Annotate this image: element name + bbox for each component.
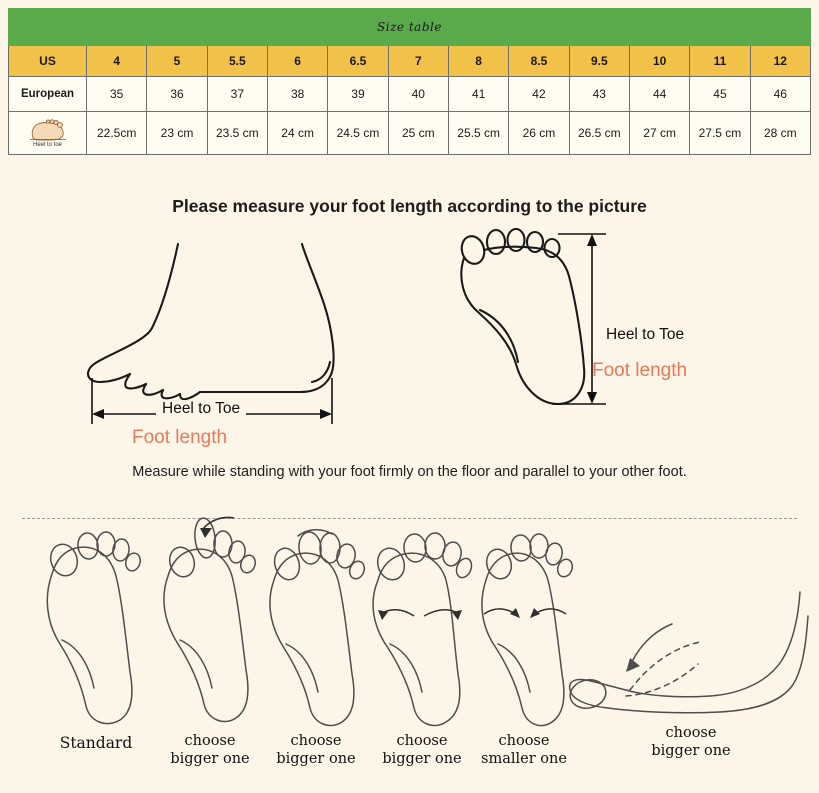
row-label-us: US — [9, 46, 87, 77]
table-cell: 44 — [629, 77, 689, 112]
foot-shape-high-instep — [560, 586, 810, 736]
table-cell: 23 cm — [147, 112, 207, 155]
foot-shape-caption-5: choose smaller one — [481, 733, 567, 768]
table-cell: 23.5 cm — [207, 112, 267, 155]
table-cell: 26 cm — [509, 112, 569, 155]
foot-shape-caption-3: choose bigger one — [276, 733, 356, 768]
alignment-guide-line — [22, 518, 797, 519]
table-cell: 42 — [509, 77, 569, 112]
table-cell: 46 — [750, 77, 810, 112]
foot-shape-caption-6: choose bigger one — [651, 725, 731, 760]
table-row-length — [9, 112, 811, 155]
top-view-diagram — [440, 228, 760, 438]
table-cell: 27.5 cm — [690, 112, 750, 155]
table-cell: 22.5cm — [87, 112, 147, 155]
table-cell: 28 cm — [750, 112, 810, 155]
table-cell: 25.5 cm — [448, 112, 508, 155]
top-foot-illustration — [440, 228, 760, 438]
table-cell: 25 cm — [388, 112, 448, 155]
table-cell: 9.5 — [569, 46, 629, 77]
table-cell: 7 — [388, 46, 448, 77]
table-cell: 5.5 — [207, 46, 267, 77]
table-cell: 6.5 — [328, 46, 388, 77]
table-cell: 6 — [267, 46, 327, 77]
table-cell: 11 — [690, 46, 750, 77]
foot-shape-long-second-toe — [152, 506, 270, 734]
side-label-heel-to-toe: Heel to Toe — [156, 400, 246, 418]
foot-shape-wide-forefoot — [364, 522, 482, 734]
table-cell: 27 cm — [629, 112, 689, 155]
footprint-icon-caption: Heel to toe — [32, 141, 63, 148]
foot-shape-caption-2: choose bigger one — [170, 733, 250, 768]
table-cell: 40 — [388, 77, 448, 112]
table-cell: 24 cm — [267, 112, 327, 155]
table-cell: 39 — [328, 77, 388, 112]
table-cell: 26.5 cm — [569, 112, 629, 155]
side-foot-illustration — [60, 232, 420, 462]
foot-shape-caption-1: Standard — [59, 734, 133, 752]
table-cell: 37 — [207, 77, 267, 112]
foot-shape-standard — [36, 522, 158, 732]
size-table — [8, 8, 811, 155]
top-label-heel-to-toe: Heel to Toe — [606, 326, 685, 343]
table-cell: 24.5 cm — [328, 112, 388, 155]
size-table-title: Size table — [9, 9, 811, 46]
measure-instruction-title: Please measure your foot length according to the picture — [172, 196, 647, 216]
table-title-row — [9, 9, 811, 46]
top-label-foot-length: Foot length — [592, 360, 688, 381]
table-cell: 4 — [87, 46, 147, 77]
table-cell: 36 — [147, 77, 207, 112]
row-label-european: European — [9, 77, 87, 112]
foot-shape-comparison — [0, 496, 819, 793]
foot-shape-wide-toes — [258, 520, 376, 734]
table-cell: 38 — [267, 77, 327, 112]
side-label-foot-length: Foot length — [132, 427, 228, 448]
table-row-european — [9, 77, 811, 112]
table-cell: 8.5 — [509, 46, 569, 77]
table-cell: 10 — [629, 46, 689, 77]
measure-note: Measure while standing with your foot firmly on the floor and parallel to your other foot. — [132, 464, 687, 480]
table-row-us — [9, 46, 811, 77]
side-view-diagram — [60, 232, 420, 462]
table-cell: 12 — [750, 46, 810, 77]
table-cell: 5 — [147, 46, 207, 77]
table-cell: 45 — [690, 77, 750, 112]
table-cell: 41 — [448, 77, 508, 112]
table-cell: 43 — [569, 77, 629, 112]
row-label-foot-icon — [9, 112, 87, 155]
footprint-icon — [10, 119, 85, 148]
table-cell: 8 — [448, 46, 508, 77]
foot-shape-caption-4: choose bigger one — [382, 733, 462, 768]
table-cell: 35 — [87, 77, 147, 112]
size-table-container — [8, 8, 811, 155]
